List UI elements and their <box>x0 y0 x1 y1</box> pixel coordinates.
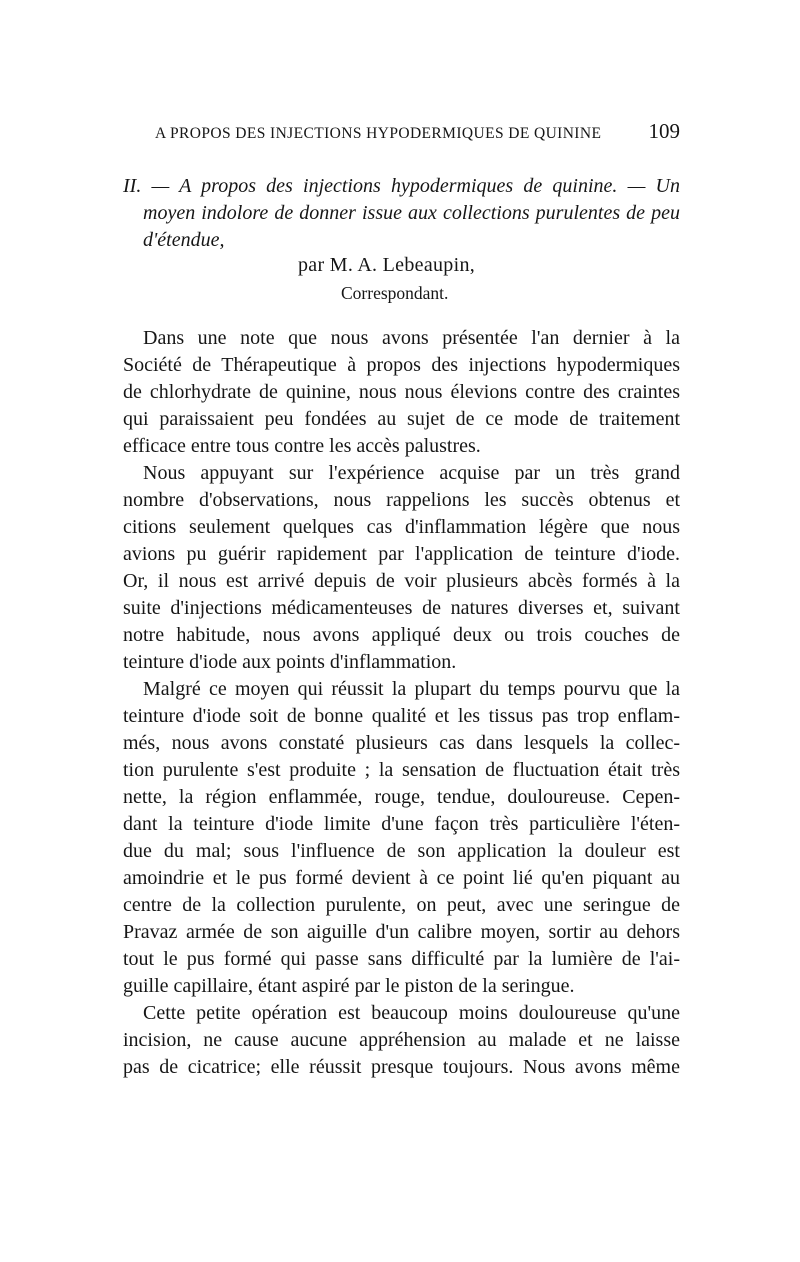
text-line: qui paraissaient peu fondées au sujet de ce mode de traitement <box>123 408 680 430</box>
text-line: teinture d'iode soit de bonne qualité et les tissus pas trop enflam- <box>123 705 680 727</box>
paragraph <box>123 460 680 676</box>
author-byline: par M. A. Lebeaupin, <box>298 254 476 276</box>
text-line: due du mal; sous l'influence de son application la douleur est <box>123 840 680 862</box>
text-line: guille capillaire, étant aspiré par le piston de la seringue. <box>123 975 575 997</box>
text-line: de chlorhydrate de quinine, nous nous élevions contre des craintes <box>123 381 680 403</box>
text-line: nette, la région enflammée, rouge, tendue, douloureuse. Cepen- <box>123 786 680 808</box>
article-title-line: II. — A propos des injections hypodermiques de quinine. — Un <box>123 175 680 197</box>
text-line: Malgré ce moyen qui réussit la plupart du temps pourvu que la <box>143 678 680 700</box>
author-role: Correspondant. <box>341 283 449 303</box>
running-head <box>155 119 680 143</box>
paragraph <box>123 676 680 1000</box>
text-line: avions pu guérir rapidement par l'application de teinture d'iode. <box>123 543 680 565</box>
text-line: suite d'injections médicamenteuses de natures diverses et, suivant <box>123 597 680 619</box>
article-title <box>123 173 680 254</box>
text-line: centre de la collection purulente, on peut, avec une seringue de <box>123 894 680 916</box>
text-line: notre habitude, nous avons appliqué deux ou trois couches de <box>123 624 680 646</box>
text-line: Société de Thérapeutique à propos des injections hypodermiques <box>123 354 680 376</box>
text-line: teinture d'iode aux points d'inflammation. <box>123 651 457 673</box>
paragraph <box>123 1000 680 1081</box>
text-line: nombre d'observations, nous rappelions les succès obtenus et <box>123 489 680 511</box>
article-title-line: moyen indolore de donner issue aux collections purulentes de peu <box>143 202 680 224</box>
running-head-title: A PROPOS DES INJECTIONS HYPODERMIQUES DE QUININE <box>155 125 602 142</box>
text-line: tout le pus formé qui passe sans difficulté par la lumière de l'ai- <box>123 948 680 970</box>
text-line: incision, ne cause aucune appréhension au malade et ne laisse <box>123 1029 680 1051</box>
text-line: dant la teinture d'iode limite d'une façon très particulière l'éten- <box>123 813 680 835</box>
text-line: Nous appuyant sur l'expérience acquise par un très grand <box>143 462 680 484</box>
text-line: pas de cicatrice; elle réussit presque toujours. Nous avons même <box>123 1056 680 1078</box>
text-line: Or, il nous est arrivé depuis de voir plusieurs abcès formés à la <box>123 570 680 592</box>
paragraph <box>123 325 680 460</box>
text-line: citions seulement quelques cas d'inflammation légère que nous <box>123 516 680 538</box>
text-line: tion purulente s'est produite ; la sensation de fluctuation était très <box>123 759 680 781</box>
text-line: més, nous avons constaté plusieurs cas dans lesquels la collec- <box>123 732 680 754</box>
text-line: Pravaz armée de son aiguille d'un calibre moyen, sortir au dehors <box>123 921 680 943</box>
text-line: efficace entre tous contre les accès palustres. <box>123 435 481 457</box>
text-line: Cette petite opération est beaucoup moins douloureuse qu'une <box>143 1002 680 1024</box>
page-number: 109 <box>648 119 680 143</box>
article-title-line: d'étendue, <box>143 229 225 251</box>
text-line: Dans une note que nous avons présentée l'an dernier à la <box>143 327 680 349</box>
body-text <box>123 325 680 1081</box>
text-line: amoindrie et le pus formé devient à ce point lié qu'en piquant au <box>123 867 680 889</box>
